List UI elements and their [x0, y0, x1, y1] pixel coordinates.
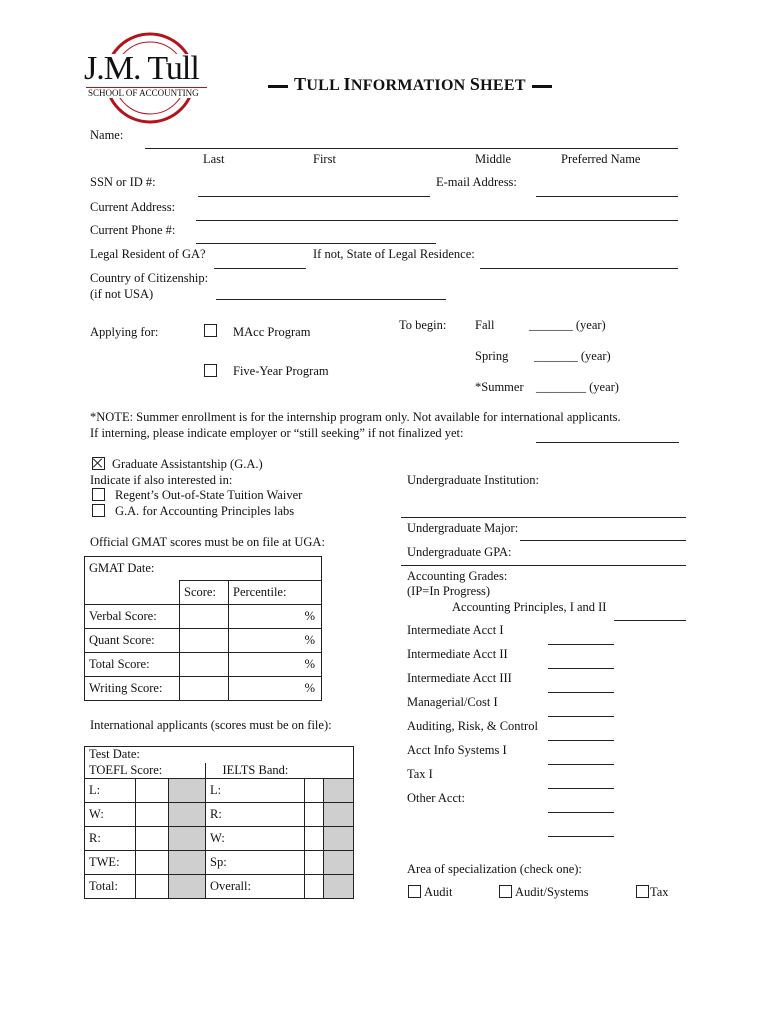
- audit-checkbox[interactable]: [408, 885, 421, 898]
- intl-ielts-r-shade: [324, 802, 354, 826]
- name-label: Name:: [90, 128, 124, 142]
- intl-ielts-l-val[interactable]: [305, 778, 324, 802]
- gmat-percentile-header: [229, 581, 322, 605]
- intl-toefl-r: [85, 826, 136, 850]
- gmat-total-cell: [85, 653, 180, 677]
- gmat-date-cell[interactable]: [85, 557, 322, 581]
- title-t: T: [294, 74, 307, 94]
- intl-toefl-w-label: W:: [89, 806, 104, 821]
- intl-toefl-twe-label: TWE:: [89, 854, 120, 869]
- gmat-verbal-pct-sign: %: [304, 609, 315, 623]
- spring-label: Spring: [475, 349, 509, 363]
- title-s: S: [469, 74, 481, 94]
- five-year-label: Five-Year Program: [233, 364, 329, 378]
- title-ull: ULL: [306, 77, 344, 94]
- intl-ielts-w-val[interactable]: [305, 826, 324, 850]
- course-line[interactable]: [548, 740, 614, 741]
- gmat-date-label: GMAT Date:: [89, 561, 155, 575]
- intl-ielts-r-val[interactable]: [305, 802, 324, 826]
- name-preferred-label: Preferred Name: [561, 152, 641, 166]
- resident-line[interactable]: [214, 268, 306, 269]
- gmat-total-score[interactable]: [180, 653, 229, 677]
- course-label: Managerial/Cost I: [407, 695, 498, 709]
- gmat-blank-cell: [85, 581, 180, 605]
- five-year-checkbox[interactable]: [204, 364, 217, 377]
- intl-toefl-twe-shade: [169, 850, 206, 874]
- gmat-verbal-cell: [85, 605, 180, 629]
- gmat-verbal-pct[interactable]: [229, 605, 322, 629]
- course-line[interactable]: [548, 644, 614, 645]
- intl-toefl-l-label: L:: [89, 782, 101, 797]
- intl-toefl-l-val[interactable]: [136, 778, 169, 802]
- intl-test-date-label: Test Date:: [89, 747, 140, 762]
- intl-ielts-sp-shade: [324, 850, 354, 874]
- undergrad-institution-label: Undergraduate Institution:: [407, 473, 540, 487]
- country-label: Country of Citizenship:: [90, 271, 209, 285]
- gmat-table: [84, 556, 322, 701]
- interning-line[interactable]: [536, 442, 679, 443]
- course-label: Intermediate Acct II: [407, 647, 508, 661]
- intl-toefl-total-shade: [169, 874, 206, 898]
- accounting-principles-line[interactable]: [614, 620, 686, 621]
- title-heet: HEET: [480, 77, 526, 94]
- accounting-grades-label: Accounting Grades:: [407, 569, 508, 583]
- title-i: I: [343, 74, 351, 94]
- intl-ielts-r-label: R:: [210, 806, 222, 821]
- course-label: Tax I: [407, 767, 433, 781]
- intl-toefl-l: [85, 778, 136, 802]
- tax-label: Tax: [650, 885, 669, 899]
- course-line[interactable]: [548, 836, 614, 837]
- course-label: Auditing, Risk, & Control: [407, 719, 538, 733]
- country-note: (if not USA): [90, 287, 154, 301]
- fall-label: Fall: [475, 318, 495, 332]
- intl-toefl-w-shade: [169, 802, 206, 826]
- gmat-writing-pct-sign: %: [304, 681, 315, 695]
- gmat-percentile-label: Percentile:: [233, 585, 287, 599]
- intl-toefl-r-val[interactable]: [136, 826, 169, 850]
- intl-toefl-total-val[interactable]: [136, 874, 169, 898]
- summer-note: *NOTE: Summer enrollment is for the internship program only. Not available for international applicants.: [90, 410, 621, 424]
- gmat-quant-label: Quant Score:: [89, 633, 155, 647]
- gmat-quant-pct[interactable]: [229, 629, 322, 653]
- to-begin-label: To begin:: [399, 318, 447, 332]
- undergrad-gpa-line[interactable]: [401, 565, 686, 566]
- name-middle-label: Middle: [475, 152, 512, 166]
- gmat-quant-score[interactable]: [180, 629, 229, 653]
- intl-toefl-cell: [85, 763, 206, 779]
- phone-label: Current Phone #:: [90, 223, 176, 237]
- gmat-writing-cell: [85, 677, 180, 701]
- fall-year-field[interactable]: _______ (year): [529, 318, 606, 332]
- summer-label: *Summer: [475, 380, 524, 394]
- name-last-label: Last: [203, 152, 225, 166]
- gmat-verbal-score[interactable]: [180, 605, 229, 629]
- course-label: Other Acct:: [407, 791, 465, 805]
- gmat-total-pct[interactable]: [229, 653, 322, 677]
- ssn-line[interactable]: [198, 196, 430, 197]
- macc-label: MAcc Program: [233, 325, 311, 339]
- intl-ielts-w: [206, 826, 305, 850]
- audit-label: Audit: [424, 885, 453, 899]
- course-label: Acct Info Systems I: [407, 743, 507, 757]
- gmat-score-header: [180, 581, 229, 605]
- applying-label: Applying for:: [90, 325, 159, 339]
- gmat-writing-label: Writing Score:: [89, 681, 163, 695]
- intl-ielts-w-shade: [324, 826, 354, 850]
- interning-note: If interning, please indicate employer or “still seeking” if not finalized yet:: [90, 426, 464, 440]
- intl-ielts-sp-val[interactable]: [305, 850, 324, 874]
- accounting-principles-label: Accounting Principles, I and II: [452, 600, 607, 614]
- course-label: Intermediate Acct I: [407, 623, 504, 637]
- intl-ielts-sp-label: Sp:: [210, 854, 227, 869]
- resident-label: Legal Resident of GA?: [90, 247, 206, 261]
- audit-systems-label: Audit/Systems: [515, 885, 589, 899]
- course-line[interactable]: [548, 764, 614, 765]
- country-line[interactable]: [216, 299, 446, 300]
- intl-toefl-r-shade: [169, 826, 206, 850]
- course-line[interactable]: [548, 812, 614, 813]
- gmat-writing-score[interactable]: [180, 677, 229, 701]
- intl-toefl-twe: [85, 850, 136, 874]
- name-first-label: First: [313, 152, 336, 166]
- accounting-ip-label: (IP=In Progress): [407, 584, 491, 598]
- name-line[interactable]: [145, 148, 678, 149]
- intl-ielts-r: [206, 802, 305, 826]
- gmat-note: Official GMAT scores must be on file at UGA:: [90, 535, 325, 549]
- principles-label: G.A. for Accounting Principles labs: [115, 504, 295, 518]
- ssn-label: SSN or ID #:: [90, 175, 156, 189]
- intl-toefl-label: TOEFL Score:: [89, 762, 163, 777]
- title-nformation: NFORMATION: [350, 77, 470, 94]
- logo: [82, 30, 212, 130]
- ga-label: Graduate Assistantship (G.A.): [112, 457, 263, 471]
- spring-year-field[interactable]: _______ (year): [534, 349, 611, 363]
- gmat-quant-pct-sign: %: [304, 633, 315, 647]
- gmat-writing-pct[interactable]: [229, 677, 322, 701]
- intl-toefl-twe-val[interactable]: [136, 850, 169, 874]
- intl-toefl-l-shade: [169, 778, 206, 802]
- undergrad-major-label: Undergraduate Major:: [407, 521, 519, 535]
- intl-toefl-r-label: R:: [89, 830, 101, 845]
- intl-ielts-overall-label: Overall:: [210, 878, 251, 893]
- intl-ielts-l-shade: [324, 778, 354, 802]
- gmat-verbal-label: Verbal Score:: [89, 609, 157, 623]
- email-line[interactable]: [536, 196, 678, 197]
- page-title: [262, 74, 558, 95]
- intl-ielts-w-label: W:: [210, 830, 225, 845]
- state-line[interactable]: [480, 268, 678, 269]
- logo-school: SCHOOL OF ACCOUNTING: [88, 88, 199, 98]
- intl-ielts-cell: [206, 763, 354, 779]
- macc-checkbox[interactable]: [204, 324, 217, 337]
- logo-name: J.M. Tull: [84, 50, 199, 87]
- intl-ielts-l-label: L:: [210, 782, 222, 797]
- intl-note: International applicants (scores must be on file):: [90, 718, 332, 732]
- ga-also-label: Indicate if also interested in:: [90, 473, 233, 487]
- course-line[interactable]: [548, 716, 614, 717]
- address-line[interactable]: [196, 220, 678, 221]
- intl-ielts-overall: [206, 874, 305, 898]
- tax-checkbox[interactable]: [636, 885, 649, 898]
- intl-ielts-l: [206, 778, 305, 802]
- undergrad-institution-line[interactable]: [401, 517, 686, 518]
- course-label: Intermediate Acct III: [407, 671, 512, 685]
- state-label: If not, State of Legal Residence:: [313, 247, 475, 261]
- intl-table: [84, 746, 354, 899]
- intl-ielts-sp: [206, 850, 305, 874]
- specialization-label: Area of specialization (check one):: [407, 862, 582, 876]
- intl-ielts-overall-val[interactable]: [305, 874, 324, 898]
- undergrad-gpa-label: Undergraduate GPA:: [407, 545, 512, 559]
- gmat-total-label: Total Score:: [89, 657, 150, 671]
- undergrad-major-line[interactable]: [520, 540, 686, 541]
- gmat-quant-cell: [85, 629, 180, 653]
- summer-year-field[interactable]: ________ (year): [536, 380, 619, 394]
- principles-checkbox[interactable]: [92, 504, 105, 517]
- waiver-checkbox[interactable]: [92, 488, 105, 501]
- title-dash-right: [532, 85, 552, 88]
- intl-toefl-w: [85, 802, 136, 826]
- intl-toefl-total: [85, 874, 136, 898]
- gmat-score-label: Score:: [184, 585, 216, 599]
- title-dash-left: [268, 85, 288, 88]
- course-line[interactable]: [548, 788, 614, 789]
- gmat-total-pct-sign: %: [304, 657, 315, 671]
- intl-ielts-label: IELTS Band:: [222, 762, 289, 777]
- email-label: E-mail Address:: [436, 175, 517, 189]
- audit-systems-checkbox[interactable]: [499, 885, 512, 898]
- address-label: Current Address:: [90, 200, 176, 214]
- phone-line[interactable]: [196, 243, 436, 244]
- intl-toefl-w-val[interactable]: [136, 802, 169, 826]
- intl-ielts-overall-shade: [324, 874, 354, 898]
- intl-toefl-total-label: Total:: [89, 878, 118, 893]
- course-line[interactable]: [548, 668, 614, 669]
- course-line[interactable]: [548, 692, 614, 693]
- intl-test-date-cell[interactable]: [85, 747, 354, 763]
- ga-checkbox[interactable]: [92, 457, 105, 470]
- waiver-label: Regent’s Out-of-State Tuition Waiver: [115, 488, 303, 502]
